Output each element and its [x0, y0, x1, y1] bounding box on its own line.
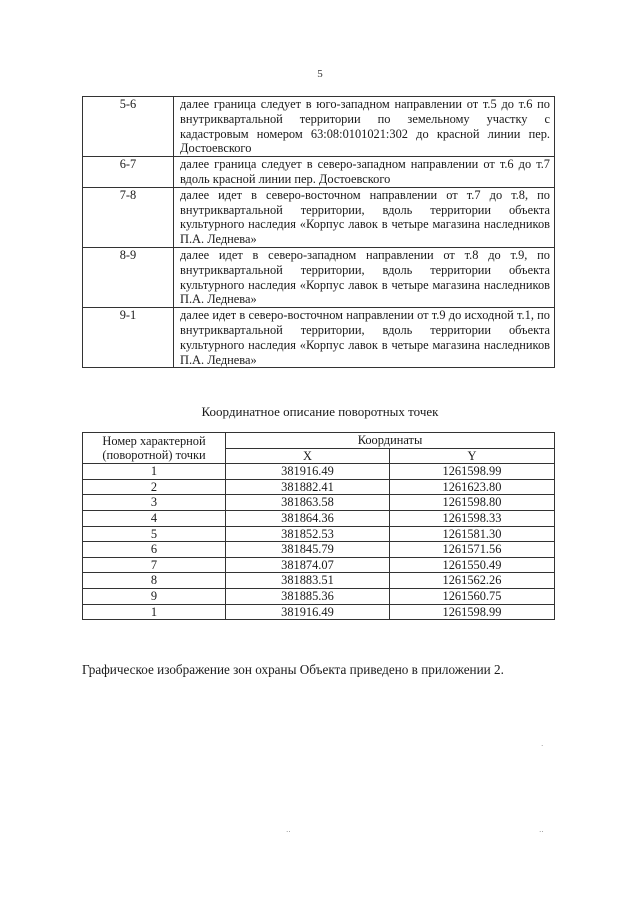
y-coordinate: 1261598.99	[389, 464, 554, 480]
table-row	[83, 495, 555, 511]
point-number: 1	[83, 604, 226, 620]
segment-id: 5-6	[83, 97, 174, 157]
y-coordinate: 1261560.75	[389, 588, 554, 604]
point-number: 7	[83, 557, 226, 573]
point-number: 9	[83, 588, 226, 604]
table-row	[83, 479, 555, 495]
y-coordinate: 1261623.80	[389, 479, 554, 495]
segment-id: 6-7	[83, 157, 174, 188]
coordinates-header: Координаты	[226, 433, 555, 449]
y-coordinate: 1261550.49	[389, 557, 554, 573]
table-row	[83, 557, 555, 573]
table-row	[83, 588, 555, 604]
point-number: 6	[83, 542, 226, 558]
point-number: 8	[83, 573, 226, 589]
point-header-line2: (поворотной) точки	[102, 448, 206, 463]
table-row	[83, 526, 555, 542]
x-coordinate: 381916.49	[226, 604, 390, 620]
table-row	[83, 97, 555, 157]
y-coordinate: 1261598.80	[389, 495, 554, 511]
y-coordinate: 1261562.26	[389, 573, 554, 589]
x-coordinate: 381883.51	[226, 573, 390, 589]
segment-description: далее идет в северо-восточном направлении от т.7 до т.8, по внутриквартальной территории, вдоль территории объекта культурного наследия «Корпус лавок в четыре магазина наследников П.А. Леднева»	[174, 187, 555, 247]
point-header-line1: Номер характерной	[102, 433, 206, 448]
table-header-row	[83, 433, 555, 449]
table-row	[83, 573, 555, 589]
x-coordinate: 381874.07	[226, 557, 390, 573]
table-row	[83, 247, 555, 307]
segment-description: далее граница следует в северо-западном направлении от т.6 до т.7 вдоль красной линии пер. Достоевского	[174, 157, 555, 188]
table-row	[83, 157, 555, 188]
y-coordinate: 1261598.33	[389, 510, 554, 526]
page-number: 5	[317, 68, 323, 80]
point-number: 3	[83, 495, 226, 511]
coordinates-table	[82, 432, 555, 620]
x-coordinate: 381863.58	[226, 495, 390, 511]
table-row	[83, 187, 555, 247]
table-row	[83, 464, 555, 480]
graphic-appendix-note: Графическое изображение зон охраны Объекта приведено в приложении 2.	[82, 662, 504, 677]
y-coordinate: 1261598.99	[389, 604, 554, 620]
x-coordinate: 381882.41	[226, 479, 390, 495]
table-row	[83, 510, 555, 526]
segment-id: 8-9	[83, 247, 174, 307]
point-number-header	[83, 433, 226, 464]
segment-description: далее идет в северо-западном направлении от т.8 до т.9, по внутриквартальной территории, вдоль территории объекта культурного наследия «Корпус лавок в четыре магазина наследников П.А. Леднева»	[174, 247, 555, 307]
x-coordinate: 381864.36	[226, 510, 390, 526]
segment-description: далее идет в северо-восточном направлении от т.9 до исходной т.1, по внутриквартальной территории, вдоль территории объекта культурного наследия «Корпус лавок в четыре магазина наследников П.А. Леднева»	[174, 308, 555, 368]
boundary-segments-table	[82, 96, 555, 368]
point-number: 5	[83, 526, 226, 542]
point-number: 2	[83, 479, 226, 495]
scan-speck: ·	[541, 742, 544, 750]
x-coordinate: 381845.79	[226, 542, 390, 558]
point-number: 1	[83, 464, 226, 480]
coordinates-caption: Координатное описание поворотных точек	[201, 404, 439, 419]
scan-speck: ··	[286, 828, 291, 836]
point-number: 4	[83, 510, 226, 526]
x-header: X	[226, 448, 390, 464]
segment-id: 9-1	[83, 308, 174, 368]
segment-id: 7-8	[83, 187, 174, 247]
segment-description: далее граница следует в юго-западном направлении от т.5 до т.6 по внутриквартальной территории по земельному участку с кадастровым номером 63:08:0101021:302 до красной линии пер. Достоевского	[174, 97, 555, 157]
table-row	[83, 604, 555, 620]
x-coordinate: 381852.53	[226, 526, 390, 542]
y-coordinate: 1261581.30	[389, 526, 554, 542]
x-coordinate: 381916.49	[226, 464, 390, 480]
y-coordinate: 1261571.56	[389, 542, 554, 558]
x-coordinate: 381885.36	[226, 588, 390, 604]
table-row	[83, 542, 555, 558]
y-header: Y	[389, 448, 554, 464]
scan-speck: ··	[539, 828, 544, 836]
table-row	[83, 308, 555, 368]
